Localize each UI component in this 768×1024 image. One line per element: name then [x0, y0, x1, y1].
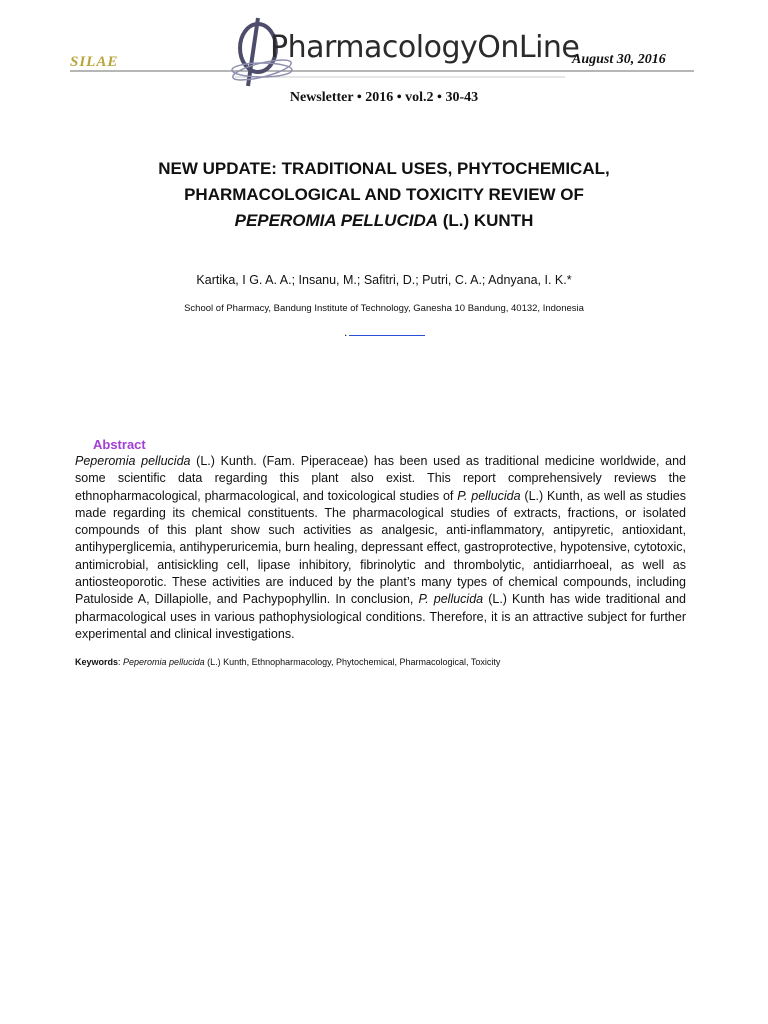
keywords-separator: :: [118, 657, 124, 667]
title-line-1: NEW UPDATE: TRADITIONAL USES, PHYTOCHEMICAL,: [158, 159, 610, 178]
link-prefix: .: [344, 325, 348, 339]
email-link-underline[interactable]: [349, 323, 425, 336]
abstract-text-3: (L.) Kunth has wide traditional and pharmacological uses in various pathophysiological conditions. Therefore, it is an attractive subject for further experimental and clinical investigations.: [75, 592, 687, 641]
keyword-species: Peperomia pellucida: [123, 657, 205, 667]
publication-date: August 30, 2016: [572, 52, 666, 67]
title-species: PEPEROMIA PELLUCIDA: [234, 211, 438, 230]
author-list: Kartika, I G. A. A.; Insanu, M.; Safitri, D.; Putri, C. A.; Adnyana, I. K.*: [196, 273, 572, 287]
abstract-body: [75, 453, 686, 643]
journal-name: PharmacologyOnLine: [270, 30, 580, 65]
abstract-heading: Abstract: [93, 437, 146, 452]
abstract-text-2: (L.) Kunth, as well as studies made regarding its chemical constituents. The pharmacological studies of extracts, fractions, or isolated compounds of this plant show such activities as analgesic, anti-inflammatory, antipyretic, antioxidant, antihyperglicemia, antihyperuricemia, burn healing, depressant effect, gastroprotective, hypotensive, cytotoxic, antimicrobial, antisickling cell, lipase inhibitory, fibrinolytic and thrombolytic, antidiarrhoeal, as well as antiosteoporotic. These activities are induced by the plant’s many types of chemical compounds, including Patuloside A, Dillapiolle, and Pachypophyllin. In conclusion,: [75, 488, 686, 607]
abstract-species-3: P. pellucida: [418, 592, 484, 607]
keywords: [75, 657, 695, 667]
keywords-list: (L.) Kunth, Ethnopharmacology, Phytochemical, Pharmacological, Toxicity: [204, 657, 501, 667]
title-authority: (L.) KUNTH: [438, 211, 534, 230]
abstract-species-2: P. pellucida: [457, 488, 521, 503]
article-title: [0, 156, 768, 234]
keywords-label: Keywords: [75, 657, 119, 667]
newsletter-line: Newsletter • 2016 • vol.2 • 30-43: [289, 90, 479, 105]
journal-header: [0, 0, 768, 90]
title-line-3: [0, 208, 768, 234]
abstract-species-1: Peperomia pellucida: [75, 454, 191, 468]
affiliation: School of Pharmacy, Bandung Institute of Technology, Ganesha 10 Bandung, 40132, Indonesia: [184, 303, 584, 314]
society-logo: SILAE: [70, 54, 119, 70]
title-line-2: PHARMACOLOGICAL AND TOXICITY REVIEW OF: [184, 185, 584, 204]
abstract-text-1: (L.) Kunth. (Fam. Piperaceae) has been used as traditional medicine worldwide, and some scientific data regarding this plant also exist. This report comprehensively reviews the ethnopharmacological, pharmacological, and toxicological studies of: [75, 454, 686, 503]
contact-link[interactable]: [344, 323, 425, 339]
